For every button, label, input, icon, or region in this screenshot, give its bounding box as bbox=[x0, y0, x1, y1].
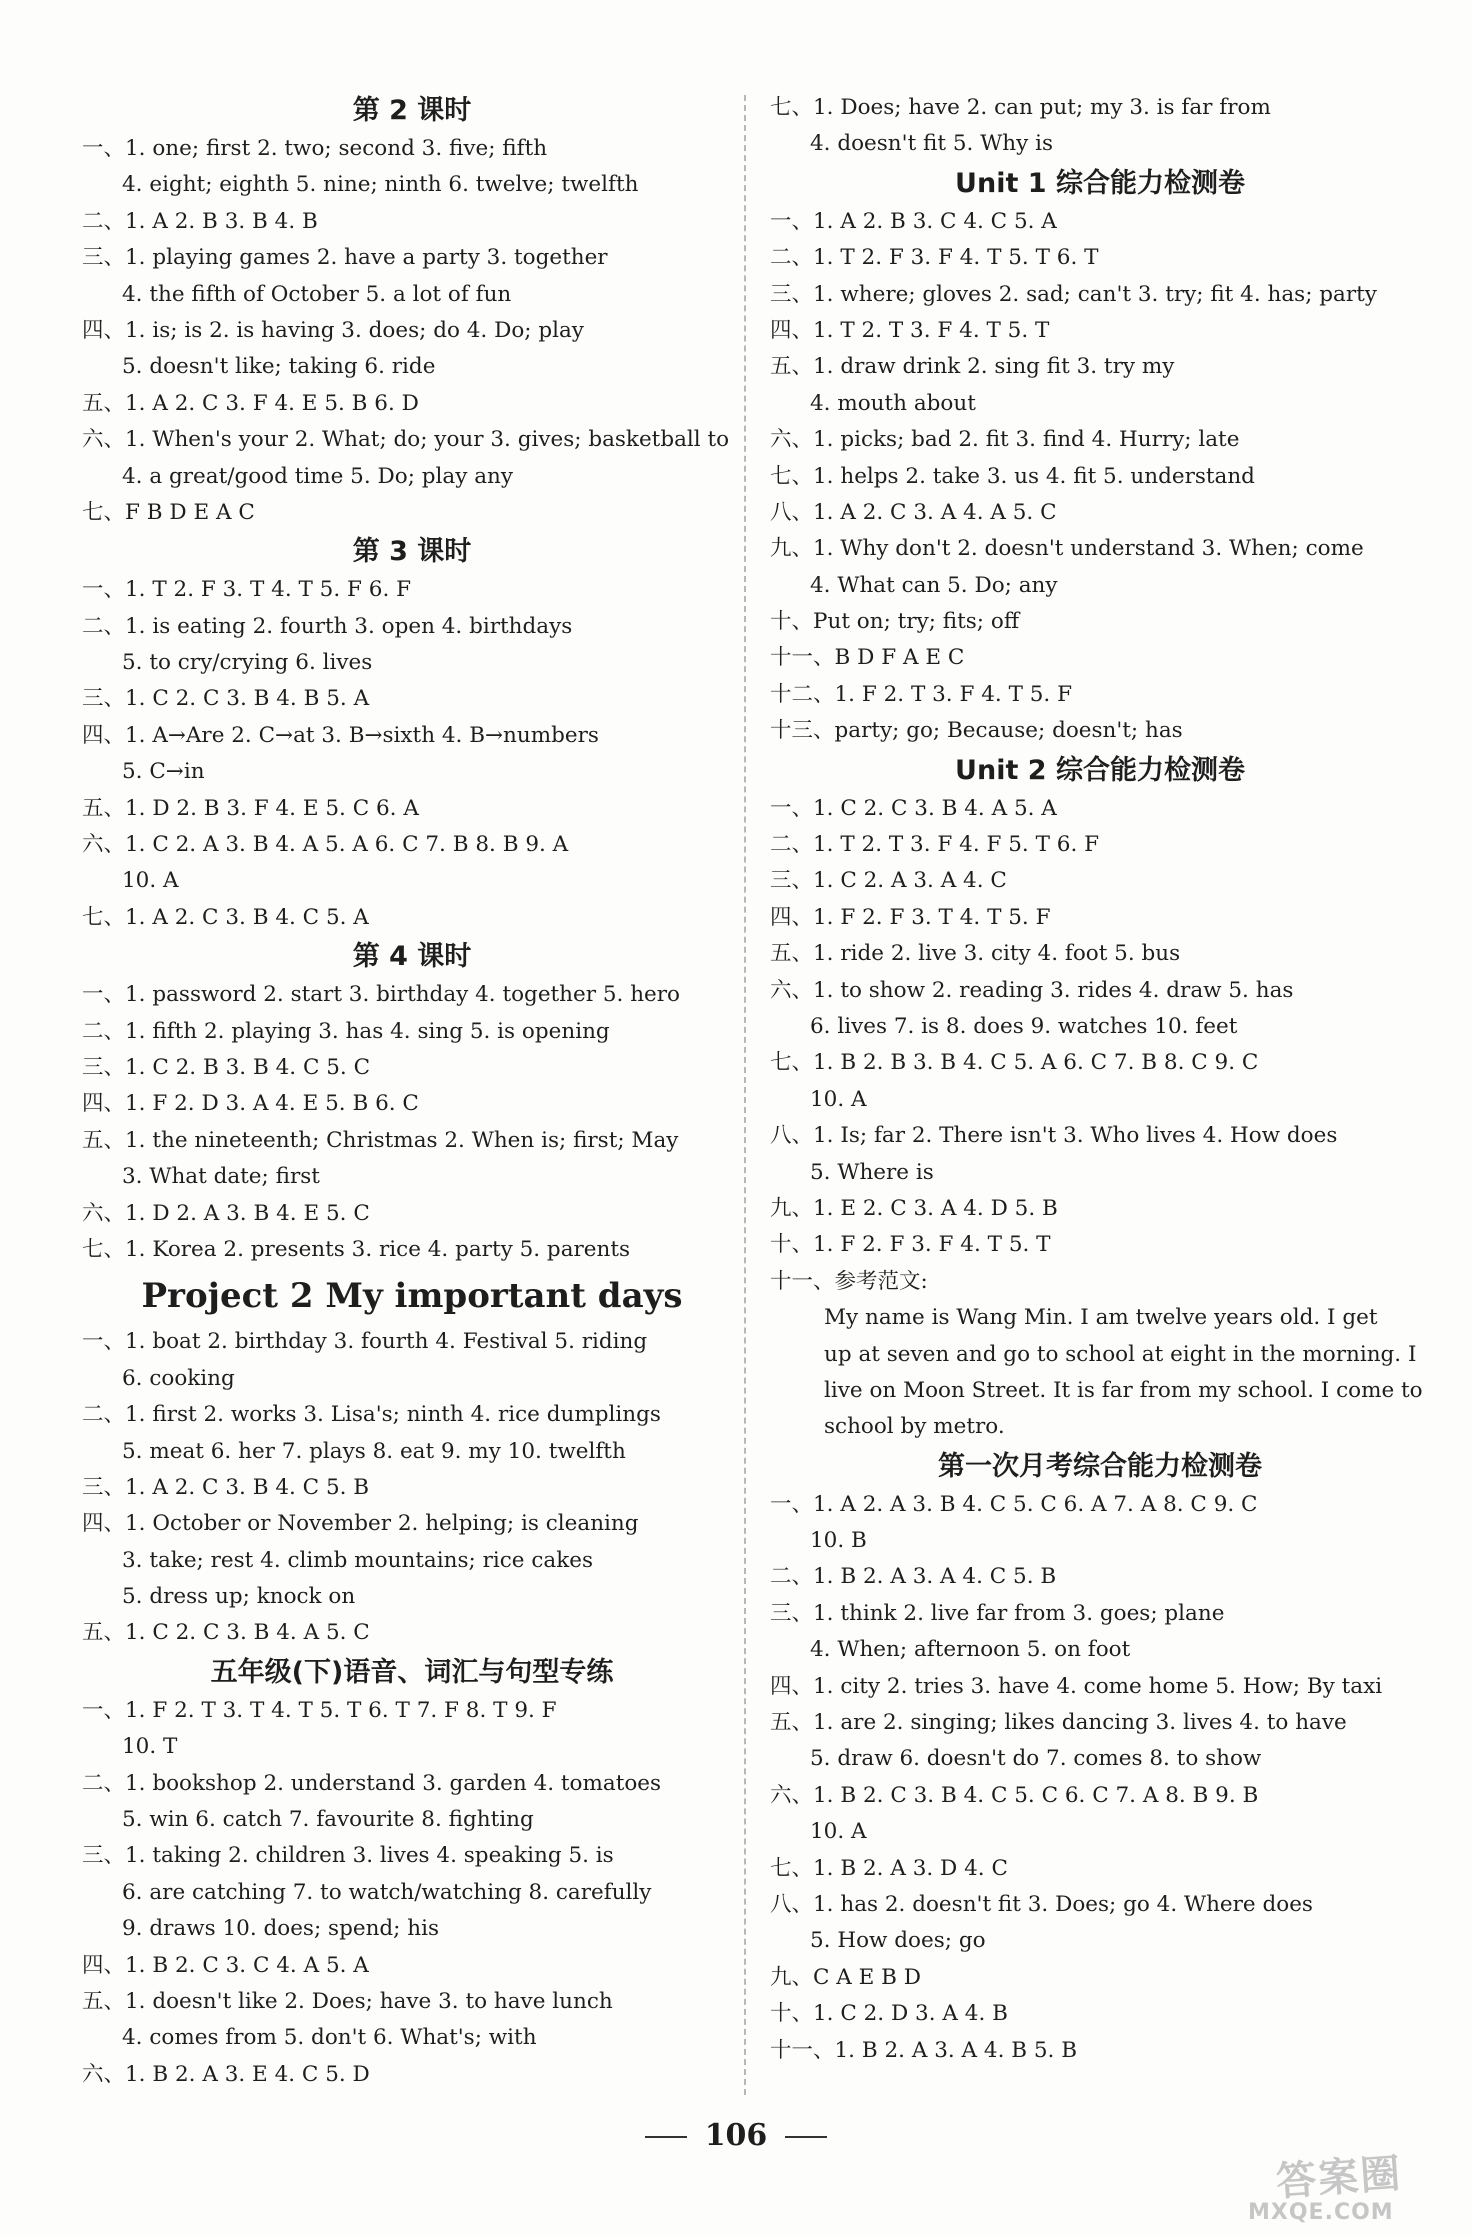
answer-line: 四、1. B 2. C 3. C 4. A 5. A bbox=[82, 1952, 369, 1978]
answer-line: 一、1. one; first 2. two; second 3. five; fifth bbox=[82, 136, 548, 161]
essay-line: live on Moon Street. It is far from my school. I come to bbox=[824, 1377, 1423, 1403]
answer-line: 4. a great/good time 5. Do; play any bbox=[122, 463, 514, 489]
answer-line: 三、1. think 2. live far from 3. goes; plane bbox=[770, 1600, 1225, 1626]
answer-line: 十、Put on; try; fits; off bbox=[770, 609, 1020, 635]
section-heading: 五年级(下)语音、词汇与句型专练 bbox=[210, 1656, 614, 1688]
answer-line: 4. eight; eighth 5. nine; ninth 6. twelve; twelfth bbox=[122, 172, 639, 198]
answer-line: 三、1. C 2. C 3. B 4. B 5. A bbox=[82, 686, 370, 712]
answer-line: 七、1. A 2. C 3. B 4. C 5. A bbox=[82, 904, 369, 930]
answer-line: 4. mouth about bbox=[810, 390, 976, 416]
answer-line: 3. take; rest 4. climb mountains; rice cakes bbox=[122, 1547, 593, 1573]
answer-line: 二、1. A 2. B 3. B 4. B bbox=[82, 208, 318, 234]
answer-line: 四、1. F 2. F 3. T 4. T 5. F bbox=[770, 904, 1051, 930]
right-column bbox=[770, 90, 1430, 2069]
column-divider bbox=[744, 95, 746, 2095]
answer-line: 十三、party; go; Because; doesn't; has bbox=[770, 718, 1183, 744]
answer-line: 六、1. C 2. A 3. B 4. A 5. A 6. C 7. B 8. B 9. A bbox=[82, 832, 569, 858]
answer-line: 一、1. boat 2. birthday 3. fourth 4. Festival 5. riding bbox=[82, 1329, 648, 1355]
answer-line: 四、1. October or November 2. helping; is cleaning bbox=[82, 1511, 639, 1537]
answer-line: 五、1. D 2. B 3. F 4. E 5. C 6. A bbox=[82, 795, 419, 821]
answer-line: 4. What can 5. Do; any bbox=[810, 572, 1058, 598]
page-number-dash-left bbox=[645, 2136, 687, 2138]
answer-line: 十、1. F 2. F 3. F 4. T 5. T bbox=[770, 1232, 1051, 1258]
watermark-url: MXQE.COM bbox=[1248, 2200, 1394, 2225]
answer-line: 六、1. B 2. C 3. B 4. C 5. C 6. C 7. A 8. B 9. B bbox=[770, 1782, 1259, 1808]
answer-line: 3. What date; first bbox=[122, 1164, 320, 1190]
left-column bbox=[82, 90, 742, 2093]
answer-line: 二、1. B 2. A 3. A 4. C 5. B bbox=[770, 1564, 1057, 1590]
answer-line: 6. are catching 7. to watch/watching 8. carefully bbox=[122, 1879, 652, 1905]
answer-line: 一、1. A 2. A 3. B 4. C 5. C 6. A 7. A 8. C 9. C bbox=[770, 1491, 1258, 1517]
essay-line: up at seven and go to school at eight in the morning. I bbox=[824, 1341, 1417, 1367]
answer-line: 七、1. Korea 2. presents 3. rice 4. party 5. parents bbox=[82, 1236, 631, 1262]
answer-line: 四、1. A→Are 2. C→at 3. B→sixth 4. B→numbers bbox=[82, 722, 599, 748]
answer-line: 二、1. is eating 2. fourth 3. open 4. birthdays bbox=[82, 613, 573, 639]
answer-line: 二、1. fifth 2. playing 3. has 4. sing 5. is opening bbox=[82, 1018, 610, 1044]
watermark-logo: 答案圈 bbox=[1274, 2150, 1404, 2206]
answer-line: 九、C A E B D bbox=[770, 1964, 922, 1990]
answer-line: 5. draw 6. doesn't do 7. comes 8. to show bbox=[810, 1746, 1262, 1772]
answer-line: 十一、1. B 2. A 3. A 4. B 5. B bbox=[770, 2037, 1078, 2063]
answer-line: 四、1. F 2. D 3. A 4. E 5. B 6. C bbox=[82, 1091, 419, 1117]
answer-line: 六、1. When's your 2. What; do; your 3. gives; basketball to bbox=[82, 427, 730, 453]
answer-line: 三、1. C 2. A 3. A 4. C bbox=[770, 868, 1007, 894]
answer-line: 九、1. E 2. C 3. A 4. D 5. B bbox=[770, 1195, 1058, 1221]
answer-line: 5. C→in bbox=[122, 759, 205, 785]
answer-line: 五、1. C 2. C 3. B 4. A 5. C bbox=[82, 1620, 370, 1646]
answer-line: 一、1. C 2. C 3. B 4. A 5. A bbox=[770, 795, 1057, 821]
answer-line: 5. Where is bbox=[810, 1159, 934, 1185]
page-number-value: 106 bbox=[704, 2118, 768, 2153]
essay-line: school by metro. bbox=[824, 1414, 1005, 1440]
answer-line: 4. comes from 5. don't 6. What's; with bbox=[122, 2025, 537, 2051]
answer-line: 10. A bbox=[122, 868, 179, 894]
answer-line: 六、1. to show 2. reading 3. rides 4. draw 5. has bbox=[770, 977, 1294, 1003]
answer-line: 10. A bbox=[810, 1086, 867, 1112]
answer-line: 九、1. Why don't 2. doesn't understand 3. When; come bbox=[770, 536, 1364, 562]
answer-line: 四、1. T 2. T 3. F 4. T 5. T bbox=[770, 317, 1050, 343]
answer-line: 5. win 6. catch 7. favourite 8. fighting bbox=[122, 1807, 534, 1833]
answer-line: 5. meat 6. her 7. plays 8. eat 9. my 10. twelfth bbox=[122, 1438, 626, 1464]
answer-line: 十一、参考范文: bbox=[770, 1268, 928, 1294]
section-heading: 第 2 课时 bbox=[352, 95, 472, 126]
answer-line: 6. lives 7. is 8. does 9. watches 10. feet bbox=[810, 1013, 1238, 1039]
answer-line: 三、1. where; gloves 2. sad; can't 3. try; fit 4. has; party bbox=[770, 281, 1377, 307]
answer-line: 4. When; afternoon 5. on foot bbox=[810, 1637, 1131, 1663]
answer-line: 十、1. C 2. D 3. A 4. B bbox=[770, 2001, 1008, 2027]
answer-line: 二、1. T 2. F 3. F 4. T 5. T 6. T bbox=[770, 245, 1099, 271]
section-heading: Unit 2 综合能力检测卷 bbox=[955, 754, 1245, 786]
section-heading: 第一次月考综合能力检测卷 bbox=[938, 1450, 1262, 1482]
answer-line: 三、1. C 2. B 3. B 4. C 5. C bbox=[82, 1054, 371, 1080]
section-heading: 第 4 课时 bbox=[352, 941, 472, 973]
section-heading: Project 2 My important days bbox=[141, 1276, 683, 1317]
answer-line: 四、1. city 2. tries 3. have 4. come home 5. How; By taxi bbox=[770, 1673, 1383, 1699]
answer-line: 二、1. T 2. T 3. F 4. F 5. T 6. F bbox=[770, 832, 1100, 858]
answer-line: 七、F B D E A C bbox=[82, 499, 255, 525]
answer-line: 六、1. D 2. A 3. B 4. E 5. C bbox=[82, 1200, 370, 1226]
answer-line: 二、1. bookshop 2. understand 3. garden 4. tomatoes bbox=[82, 1770, 662, 1796]
essay-line: My name is Wang Min. I am twelve years old. I get bbox=[824, 1305, 1378, 1331]
answer-line: 五、1. A 2. C 3. F 4. E 5. B 6. D bbox=[82, 390, 419, 416]
answer-line: 六、1. picks; bad 2. fit 3. find 4. Hurry; late bbox=[770, 427, 1240, 453]
answer-line: 三、1. playing games 2. have a party 3. together bbox=[82, 245, 608, 271]
answer-line: 10. A bbox=[810, 1819, 867, 1845]
answer-line: 一、1. F 2. T 3. T 4. T 5. T 6. T 7. F 8. T 9. F bbox=[82, 1697, 557, 1723]
watermark bbox=[1248, 2146, 1458, 2228]
answer-line: 6. cooking bbox=[122, 1365, 235, 1391]
answer-line: 八、1. A 2. C 3. A 4. A 5. C bbox=[770, 499, 1057, 525]
section-heading: Unit 1 综合能力检测卷 bbox=[955, 167, 1245, 199]
answer-line: 4. the fifth of October 5. a lot of fun bbox=[122, 281, 512, 307]
answer-line: 七、1. helps 2. take 3. us 4. fit 5. understand bbox=[770, 463, 1255, 489]
answer-line: 三、1. A 2. C 3. B 4. C 5. B bbox=[82, 1474, 370, 1500]
answer-line: 十二、1. F 2. T 3. F 4. T 5. F bbox=[770, 681, 1073, 707]
answer-line: 七、1. Does; have 2. can put; my 3. is far from bbox=[770, 95, 1271, 120]
page-number-dash-right bbox=[785, 2136, 827, 2138]
answer-line: 5. dress up; knock on bbox=[122, 1584, 356, 1610]
answer-line: 五、1. are 2. singing; likes dancing 3. lives 4. to have bbox=[770, 1710, 1347, 1736]
answer-line: 5. to cry/crying 6. lives bbox=[122, 650, 373, 676]
answer-line: 二、1. first 2. works 3. Lisa's; ninth 4. rice dumplings bbox=[82, 1402, 661, 1428]
answer-line: 4. doesn't fit 5. Why is bbox=[810, 131, 1054, 157]
answer-line: 一、1. password 2. start 3. birthday 4. together 5. hero bbox=[82, 982, 681, 1008]
answer-line: 5. How does; go bbox=[810, 1928, 986, 1954]
section-heading: 第 3 课时 bbox=[352, 536, 472, 568]
answer-line: 八、1. Is; far 2. There isn't 3. Who lives 4. How does bbox=[770, 1123, 1338, 1149]
answer-line: 三、1. taking 2. children 3. lives 4. speaking 5. is bbox=[82, 1843, 614, 1869]
answer-line: 5. doesn't like; taking 6. ride bbox=[122, 354, 436, 380]
answer-line: 10. T bbox=[122, 1734, 178, 1760]
answer-line: 五、1. draw drink 2. sing fit 3. try my bbox=[770, 354, 1175, 380]
answer-line: 一、1. A 2. B 3. C 4. C 5. A bbox=[770, 208, 1057, 234]
answer-line: 六、1. B 2. A 3. E 4. C 5. D bbox=[82, 2061, 370, 2087]
answer-line: 十一、B D F A E C bbox=[770, 645, 965, 671]
answer-line: 一、1. T 2. F 3. T 4. T 5. F 6. F bbox=[82, 577, 412, 603]
answer-line: 五、1. ride 2. live 3. city 4. foot 5. bus bbox=[770, 941, 1181, 967]
answer-line: 五、1. the nineteenth; Christmas 2. When is; first; May bbox=[82, 1127, 679, 1153]
answer-line: 七、1. B 2. B 3. B 4. C 5. A 6. C 7. B 8. C 9. C bbox=[770, 1050, 1259, 1076]
answer-line: 10. B bbox=[810, 1528, 867, 1554]
answer-line: 9. draws 10. does; spend; his bbox=[122, 1916, 440, 1942]
answer-line: 八、1. has 2. doesn't fit 3. Does; go 4. Where does bbox=[770, 1891, 1313, 1917]
answer-line: 四、1. is; is 2. is having 3. does; do 4. Do; play bbox=[82, 317, 584, 343]
answer-line: 七、1. B 2. A 3. D 4. C bbox=[770, 1855, 1008, 1881]
answer-line: 五、1. doesn't like 2. Does; have 3. to have lunch bbox=[82, 1988, 613, 2014]
